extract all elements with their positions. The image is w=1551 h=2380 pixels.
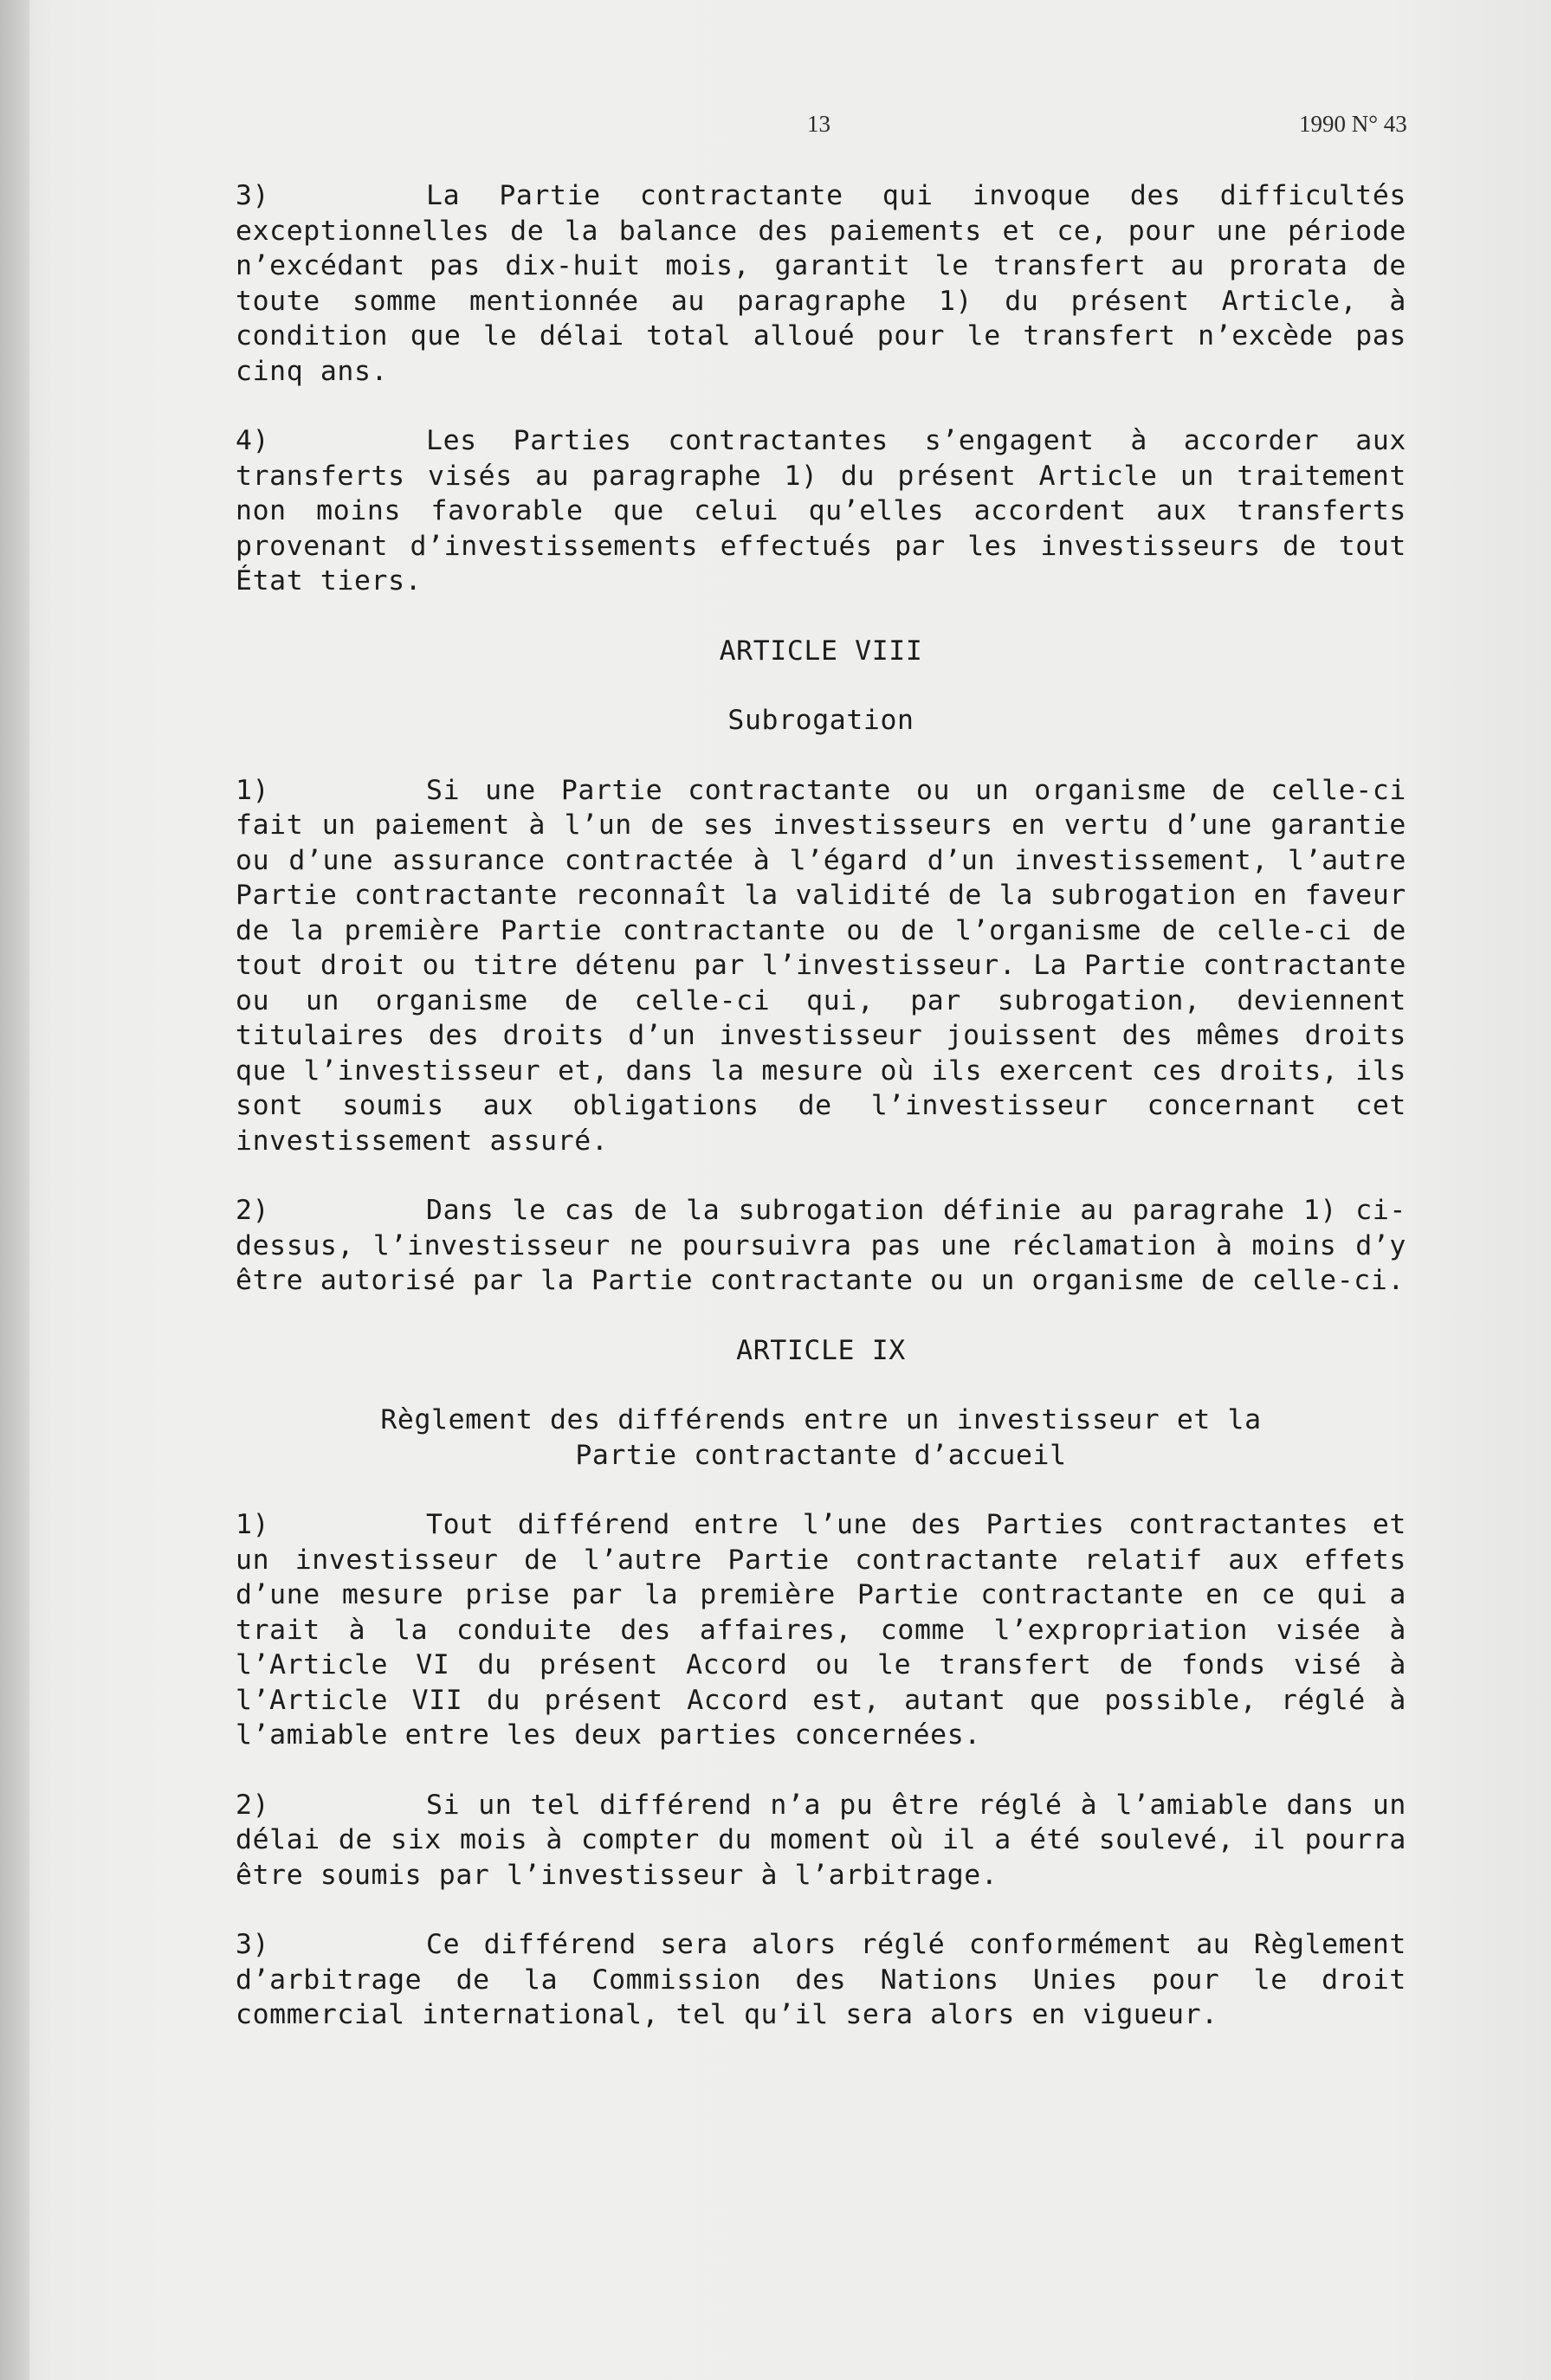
- article-8-heading: ARTICLE VIII: [719, 635, 923, 667]
- paragraph-text: Si un tel différend n’a pu être réglé à l’amiable dans un délai de six mois à compter du moment où il a été soulevé, il pourra être soumis par l’investisseur à l’arbitrage.: [236, 1789, 1424, 1891]
- article-9-title: [236, 1403, 1406, 1473]
- article-9-title-line-1: Règlement des différends entre un investisseur et la: [380, 1404, 1262, 1435]
- paragraph-number: 1): [236, 774, 270, 806]
- paragraph-text: Tout différend entre l’une des Parties contractantes et un investisseur de l’autre Partie contractante relatif aux effets d’une mesure prise par la première Partie contractante en ce qui a trait à la conduite des affaires, comme l’expropriation visée à l’Article VI du présent Accord ou le transfert de fonds visé à l’Article VII du présent Accord est, autant que possible, réglé à l’amiable entre les deux parties concernées.: [236, 1509, 1424, 1751]
- article-8-title: Subrogation: [727, 705, 914, 736]
- paragraph-text: Si une Partie contractante ou un organisme de celle-ci fait un paiement à l’un de ses investisseurs en vertu d’une garantie ou d’une assurance contractée à l’égard d’un investissement, l’autre Partie contractante reconnaît la validité de la subrogation en faveur de la première Partie contractante ou de l’organisme de celle-ci de tout droit ou titre détenu par l’investisseur. La Partie contractante ou un organisme de celle-ci qui, par subrogation, deviennent titulaires des droits d’un investisseur jouissent des mêmes droits que l’investisseur et, dans la mesure où ils exercent ces droits, ils sont soumis aux obligations de l’investisseur concernant cet investissement assuré.: [236, 774, 1424, 1157]
- article-9-paragraph-1: [236, 1507, 1424, 1753]
- article-9-title-line-2: Partie contractante d’accueil: [575, 1439, 1067, 1471]
- document-body: [236, 178, 1424, 2067]
- paragraph-number: 2): [236, 1789, 270, 1821]
- article-8-paragraph-2: [236, 1193, 1424, 1299]
- paragraph-text: Les Parties contractantes s’engagent à accorder aux transferts visés au paragraphe 1) du présent Article un traitement non moins favorable que celui qu’elles accordent aux transferts provenant d’investissements effectués par les investisseurs de tout État tiers.: [236, 425, 1424, 597]
- paragraph-number: 4): [236, 425, 270, 456]
- paragraph-number: 3): [236, 1929, 270, 1960]
- paragraph-text: La Partie contractante qui invoque des difficultés exceptionnelles de la balance des paiements et ce, pour une période n’excédant pas dix-huit mois, garantit le transfert au prorata de toute somme mentionnée au paragraphe 1) du présent Article, à condition que le délai total alloué pour le transfert n’excède pas cinq ans.: [236, 180, 1424, 387]
- paragraph-4: [236, 423, 1424, 599]
- page-number: 13: [807, 111, 830, 137]
- document-reference: 1990 N° 43: [1299, 111, 1407, 137]
- paragraph-number: 2): [236, 1195, 270, 1226]
- paragraph-text: Ce différend sera alors réglé conformément au Règlement d’arbitrage de la Commission des Nations Unies pour le droit commercial international, tel qu’il sera alors en vigueur.: [236, 1929, 1424, 2030]
- binding-shadow: [0, 0, 29, 2380]
- paragraph-3: [236, 178, 1424, 389]
- paragraph-number: 1): [236, 1509, 270, 1540]
- article-8-paragraph-1: [236, 773, 1424, 1159]
- article-9-heading: ARTICLE IX: [736, 1334, 906, 1366]
- paragraph-number: 3): [236, 180, 270, 211]
- article-9-paragraph-2: [236, 1788, 1424, 1893]
- article-9-paragraph-3: [236, 1927, 1424, 2033]
- paragraph-text: Dans le cas de la subrogation définie au paragrahe 1) ci-dessus, l’investisseur ne poursuivra pas une réclamation à moins d’y être autorisé par la Partie contractante ou un organisme de celle-ci.: [236, 1195, 1424, 1296]
